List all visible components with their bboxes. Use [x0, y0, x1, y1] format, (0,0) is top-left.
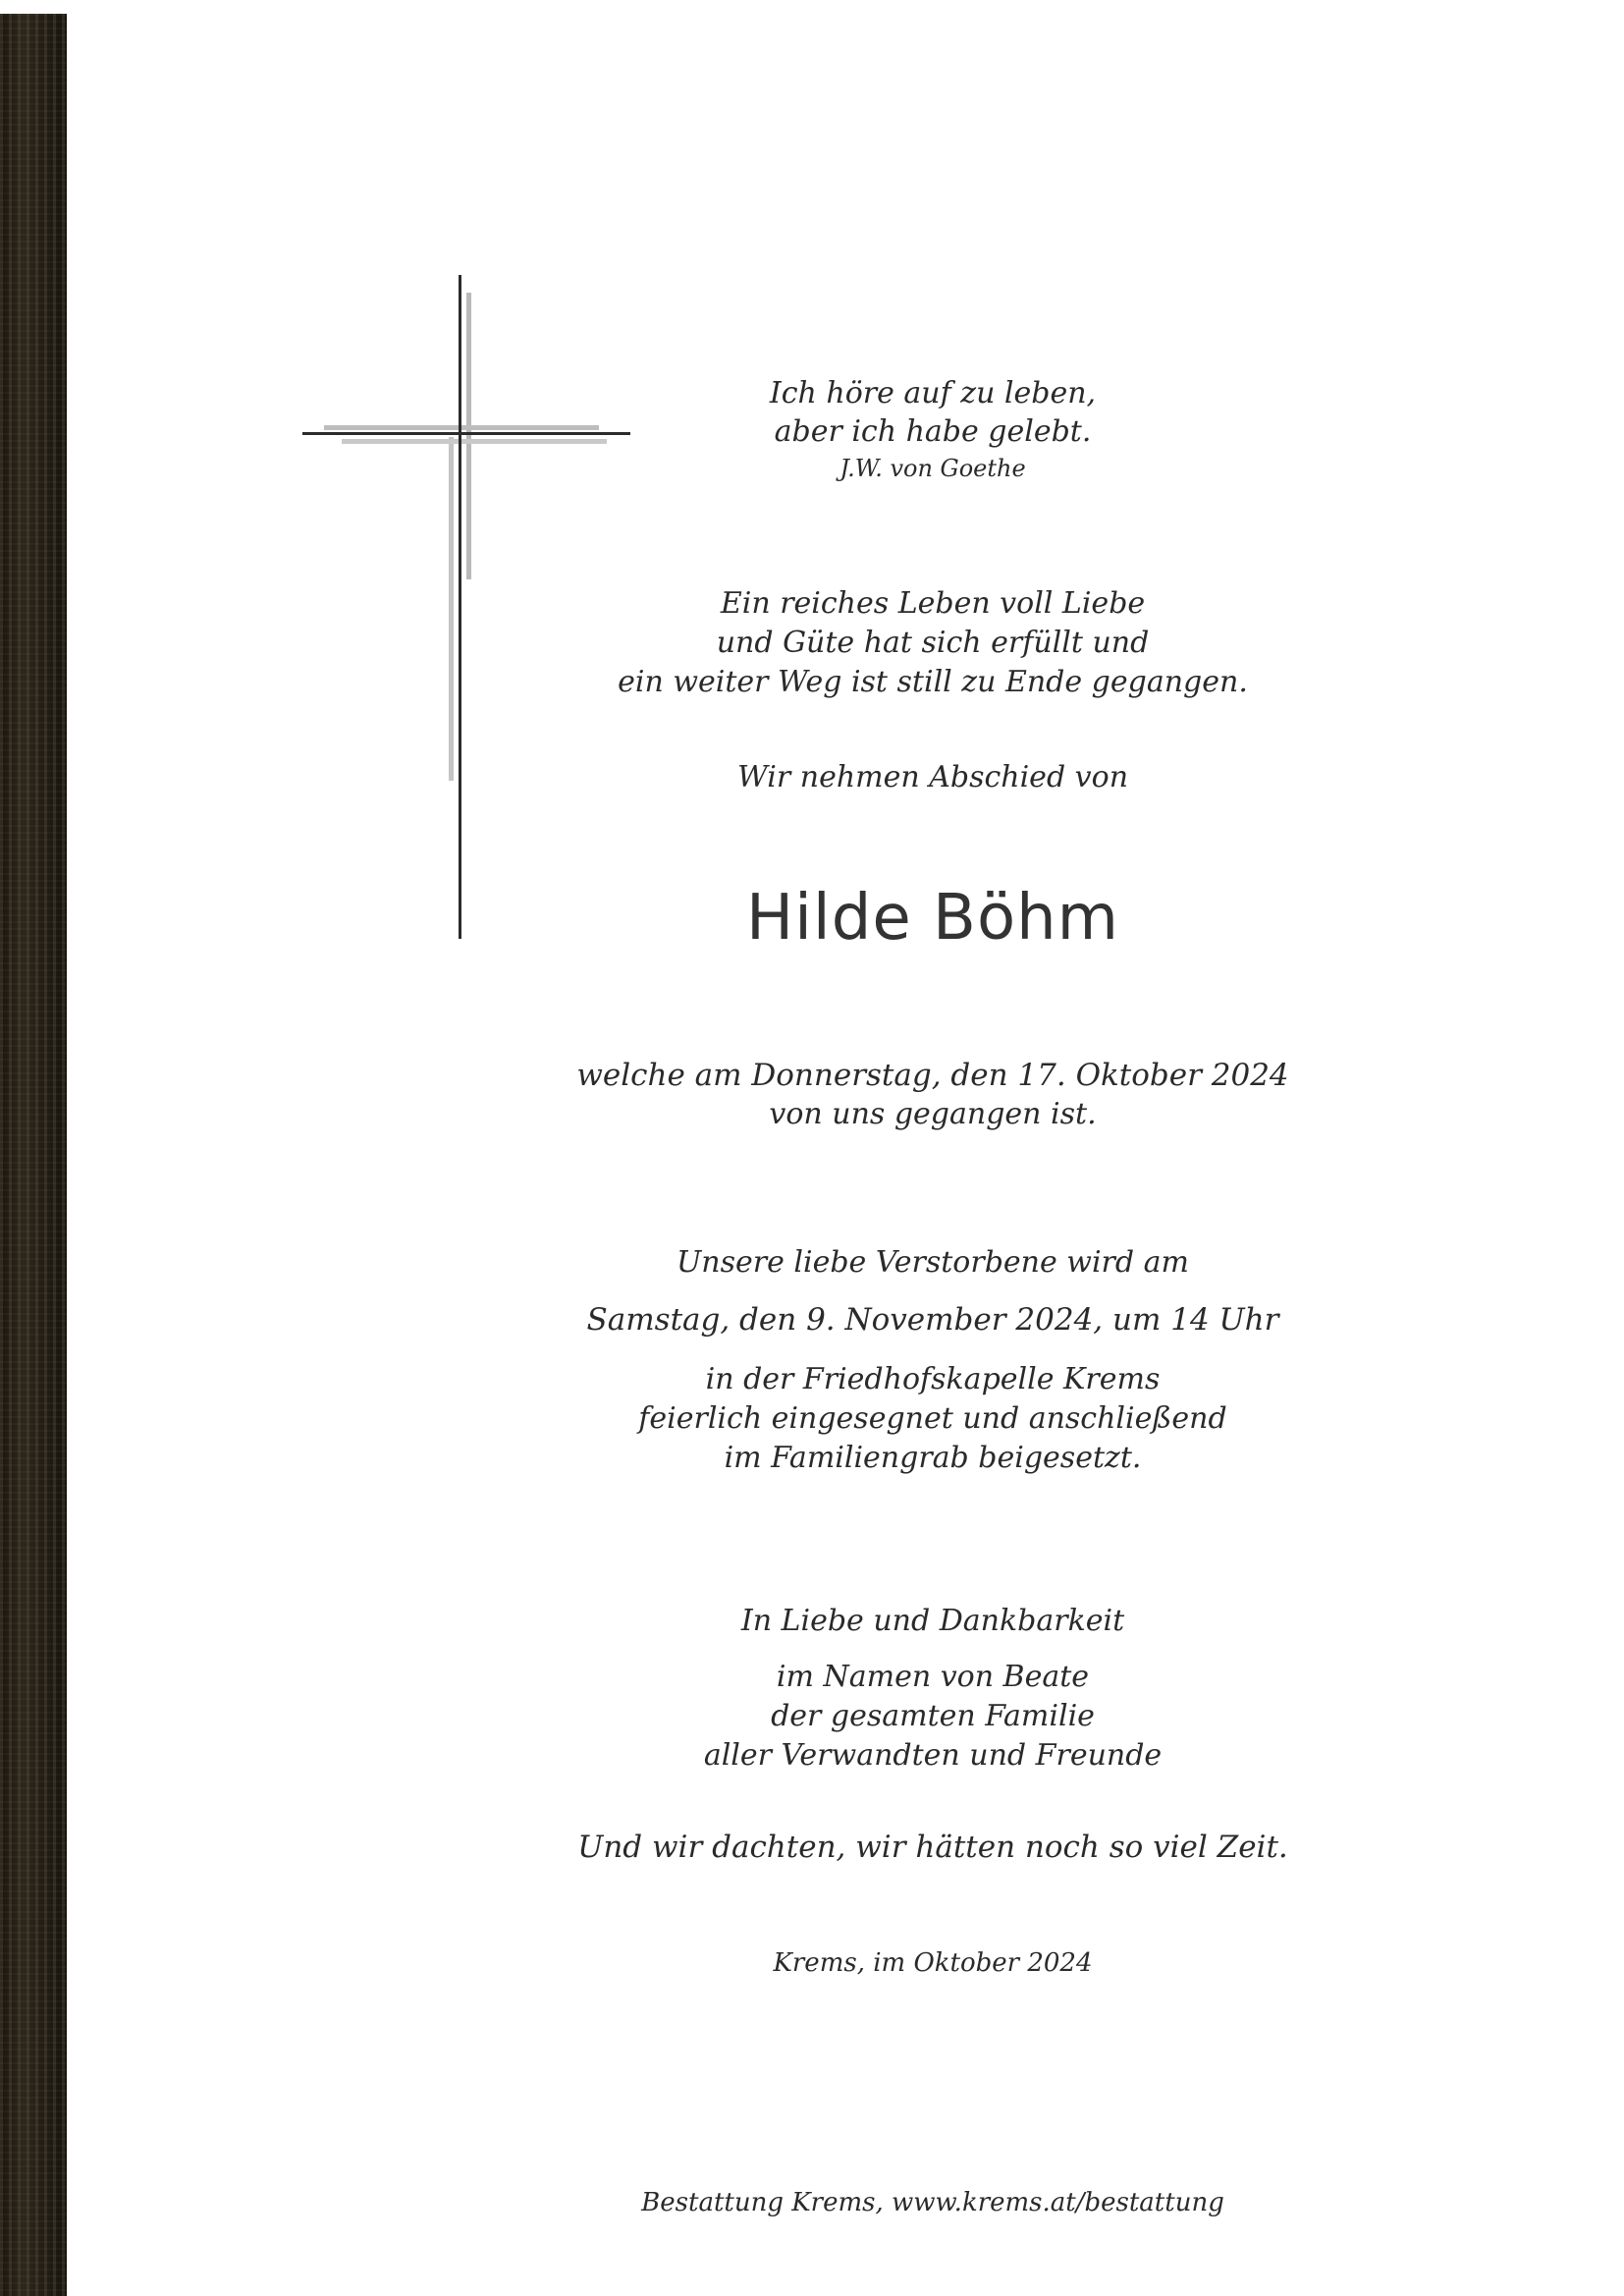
farewell-line	[511, 760, 1355, 794]
funeral-line-4: feierlich eingesegnet und anschließend	[638, 1401, 1227, 1436]
funeral-line-1: Unsere liebe Verstorbene wird am	[677, 1245, 1189, 1280]
closing-quote: Und wir dachten, wir hätten noch so viel Zeit.	[577, 1830, 1288, 1865]
deceased-name: Hilde Böhm	[746, 882, 1119, 955]
footer-block	[511, 2190, 1355, 2215]
death-line-1: welche am Donnerstag, den 17. Oktober 2024	[576, 1058, 1289, 1093]
mourning-band	[0, 14, 67, 2296]
quote-author: J.W. von Goethe	[839, 455, 1026, 482]
funeral-line-2: Samstag, den 9. November 2024, um 14 Uhr	[586, 1302, 1279, 1338]
place-date: Krems, im Oktober 2024	[773, 1948, 1093, 1978]
mourners-line-1: In Liebe und Dankbarkeit	[740, 1604, 1125, 1638]
funeral-line-5: im Familiengrab beigesetzt.	[724, 1441, 1142, 1475]
farewell-text: Wir nehmen Abschied von	[736, 760, 1129, 794]
cross-vertical-light-bar-lower	[449, 437, 454, 781]
mourners-block	[511, 1604, 1355, 1773]
mourners-line-2: im Namen von Beate	[776, 1660, 1090, 1694]
closing-quote-block	[511, 1832, 1355, 1863]
death-line-2: von uns gegangen ist.	[769, 1097, 1097, 1131]
death-notice	[511, 1058, 1355, 1131]
mourners-line-3: der gesamten Familie	[771, 1699, 1095, 1733]
goethe-quote	[511, 376, 1355, 482]
intro-line-1: Ein reiches Leben voll Liebe	[720, 586, 1146, 621]
deceased-name-block	[511, 882, 1355, 955]
intro-text	[511, 586, 1355, 699]
quote-line-2: aber ich habe gelebt.	[774, 414, 1092, 449]
cross-vertical-light-bar	[466, 293, 471, 579]
cross-vertical-bar	[459, 275, 461, 939]
funeral-info	[511, 1245, 1355, 1475]
footer-text: Bestattung Krems, www.krems.at/bestattung	[641, 2188, 1224, 2217]
quote-line-1: Ich höre auf zu leben,	[769, 376, 1097, 410]
mourners-line-4: aller Verwandten und Freunde	[703, 1738, 1163, 1773]
place-date-block	[511, 1950, 1355, 1976]
funeral-line-3: in der Friedhofskapelle Krems	[705, 1362, 1161, 1396]
intro-line-3: ein weiter Weg ist still zu Ende gegangen.	[618, 665, 1248, 699]
intro-line-2: und Güte hat sich erfüllt und	[716, 626, 1150, 660]
